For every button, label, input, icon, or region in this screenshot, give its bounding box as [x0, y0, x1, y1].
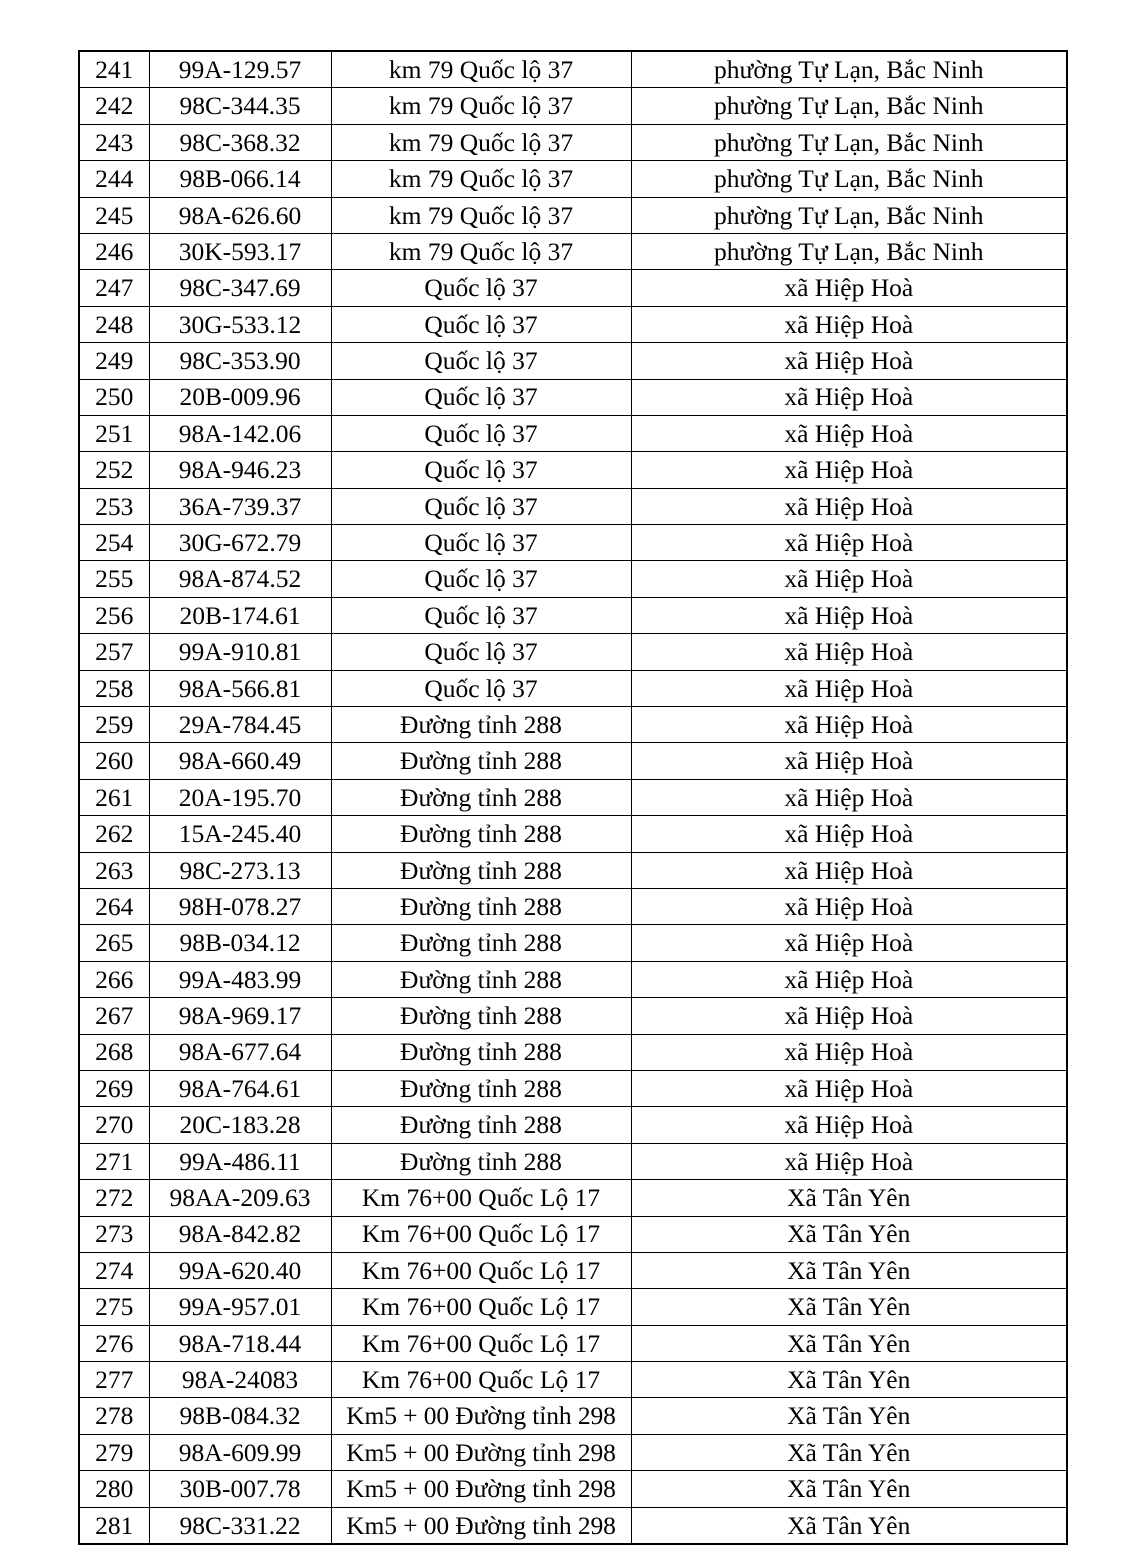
cell-stt: 276: [79, 1325, 149, 1361]
cell-stt: 247: [79, 270, 149, 306]
table-row: [79, 415, 1067, 451]
table-row: [79, 1070, 1067, 1106]
cell-stt: 248: [79, 306, 149, 342]
cell-license-plate: 20C-183.28: [149, 1107, 331, 1143]
cell-stt: 265: [79, 925, 149, 961]
cell-location: Quốc lộ 37: [331, 561, 631, 597]
cell-license-plate: 99A-620.40: [149, 1252, 331, 1288]
cell-locality: xã Hiệp Hoà: [631, 707, 1067, 743]
violation-table-container: [78, 50, 1066, 1545]
cell-license-plate: 98A-969.17: [149, 998, 331, 1034]
cell-locality: xã Hiệp Hoà: [631, 597, 1067, 633]
cell-location: Km 76+00 Quốc Lộ 17: [331, 1325, 631, 1361]
cell-license-plate: 98A-609.99: [149, 1434, 331, 1470]
cell-locality: xã Hiệp Hoà: [631, 925, 1067, 961]
cell-license-plate: 98C-347.69: [149, 270, 331, 306]
table-row: [79, 925, 1067, 961]
cell-locality: xã Hiệp Hoà: [631, 488, 1067, 524]
cell-license-plate: 99A-486.11: [149, 1143, 331, 1179]
cell-location: Đường tỉnh 288: [331, 1034, 631, 1070]
table-row: [79, 1034, 1067, 1070]
cell-locality: Xã Tân Yên: [631, 1252, 1067, 1288]
cell-license-plate: 29A-784.45: [149, 707, 331, 743]
cell-license-plate: 98A-24083: [149, 1362, 331, 1398]
table-row: [79, 961, 1067, 997]
cell-location: Km5 + 00 Đường tỉnh 298: [331, 1434, 631, 1470]
cell-license-plate: 98A-764.61: [149, 1070, 331, 1106]
table-row: [79, 743, 1067, 779]
cell-license-plate: 30G-533.12: [149, 306, 331, 342]
cell-stt: 249: [79, 343, 149, 379]
cell-stt: 279: [79, 1434, 149, 1470]
table-row: [79, 998, 1067, 1034]
cell-license-plate: 98C-344.35: [149, 88, 331, 124]
cell-locality: phường Tự Lạn, Bắc Ninh: [631, 197, 1067, 233]
cell-stt: 254: [79, 525, 149, 561]
cell-locality: Xã Tân Yên: [631, 1325, 1067, 1361]
table-row: [79, 197, 1067, 233]
cell-stt: 275: [79, 1289, 149, 1325]
cell-location: Km5 + 00 Đường tỉnh 298: [331, 1471, 631, 1507]
table-row: [79, 379, 1067, 415]
cell-location: Đường tỉnh 288: [331, 888, 631, 924]
table-row: [79, 1507, 1067, 1544]
cell-stt: 280: [79, 1471, 149, 1507]
cell-locality: xã Hiệp Hoà: [631, 888, 1067, 924]
cell-license-plate: 20A-195.70: [149, 779, 331, 815]
cell-locality: phường Tự Lạn, Bắc Ninh: [631, 88, 1067, 124]
cell-location: km 79 Quốc lộ 37: [331, 197, 631, 233]
table-row: [79, 51, 1067, 88]
cell-locality: xã Hiệp Hoà: [631, 743, 1067, 779]
table-row: [79, 1143, 1067, 1179]
cell-location: Đường tỉnh 288: [331, 998, 631, 1034]
cell-locality: xã Hiệp Hoà: [631, 998, 1067, 1034]
cell-locality: phường Tự Lạn, Bắc Ninh: [631, 124, 1067, 160]
cell-location: Km 76+00 Quốc Lộ 17: [331, 1362, 631, 1398]
cell-locality: Xã Tân Yên: [631, 1507, 1067, 1544]
cell-stt: 259: [79, 707, 149, 743]
cell-license-plate: 98A-142.06: [149, 415, 331, 451]
cell-stt: 244: [79, 161, 149, 197]
cell-location: km 79 Quốc lộ 37: [331, 88, 631, 124]
cell-license-plate: 98B-084.32: [149, 1398, 331, 1434]
cell-stt: 274: [79, 1252, 149, 1288]
table-row: [79, 1180, 1067, 1216]
cell-location: Quốc lộ 37: [331, 488, 631, 524]
cell-license-plate: 98B-034.12: [149, 925, 331, 961]
cell-stt: 241: [79, 51, 149, 88]
table-row: [79, 634, 1067, 670]
cell-stt: 277: [79, 1362, 149, 1398]
cell-locality: phường Tự Lạn, Bắc Ninh: [631, 51, 1067, 88]
cell-locality: xã Hiệp Hoà: [631, 1034, 1067, 1070]
cell-locality: Xã Tân Yên: [631, 1216, 1067, 1252]
cell-license-plate: 98H-078.27: [149, 888, 331, 924]
cell-locality: xã Hiệp Hoà: [631, 816, 1067, 852]
cell-license-plate: 98C-368.32: [149, 124, 331, 160]
table-row: [79, 670, 1067, 706]
cell-locality: xã Hiệp Hoà: [631, 270, 1067, 306]
table-row: [79, 561, 1067, 597]
table-row: [79, 488, 1067, 524]
cell-location: Quốc lộ 37: [331, 379, 631, 415]
cell-license-plate: 15A-245.40: [149, 816, 331, 852]
cell-location: Đường tỉnh 288: [331, 1070, 631, 1106]
cell-locality: phường Tự Lạn, Bắc Ninh: [631, 233, 1067, 269]
cell-location: Quốc lộ 37: [331, 270, 631, 306]
cell-stt: 258: [79, 670, 149, 706]
cell-stt: 266: [79, 961, 149, 997]
cell-location: Đường tỉnh 288: [331, 961, 631, 997]
cell-stt: 270: [79, 1107, 149, 1143]
cell-license-plate: 99A-957.01: [149, 1289, 331, 1325]
cell-license-plate: 36A-739.37: [149, 488, 331, 524]
cell-license-plate: 98A-842.82: [149, 1216, 331, 1252]
cell-stt: 264: [79, 888, 149, 924]
cell-license-plate: 20B-009.96: [149, 379, 331, 415]
cell-stt: 262: [79, 816, 149, 852]
cell-locality: Xã Tân Yên: [631, 1398, 1067, 1434]
table-row: [79, 343, 1067, 379]
table-row: [79, 270, 1067, 306]
cell-location: Đường tỉnh 288: [331, 852, 631, 888]
cell-location: Km5 + 00 Đường tỉnh 298: [331, 1507, 631, 1544]
cell-stt: 253: [79, 488, 149, 524]
cell-locality: xã Hiệp Hoà: [631, 852, 1067, 888]
cell-location: Đường tỉnh 288: [331, 707, 631, 743]
cell-locality: xã Hiệp Hoà: [631, 525, 1067, 561]
cell-license-plate: 98A-874.52: [149, 561, 331, 597]
table-row: [79, 1398, 1067, 1434]
cell-location: Km 76+00 Quốc Lộ 17: [331, 1252, 631, 1288]
cell-location: Đường tỉnh 288: [331, 816, 631, 852]
cell-stt: 261: [79, 779, 149, 815]
cell-location: Đường tỉnh 288: [331, 743, 631, 779]
cell-license-plate: 98A-566.81: [149, 670, 331, 706]
cell-stt: 268: [79, 1034, 149, 1070]
cell-location: Quốc lộ 37: [331, 525, 631, 561]
table-row: [79, 88, 1067, 124]
cell-locality: xã Hiệp Hoà: [631, 1070, 1067, 1106]
table-row: [79, 161, 1067, 197]
cell-locality: Xã Tân Yên: [631, 1471, 1067, 1507]
cell-stt: 273: [79, 1216, 149, 1252]
cell-locality: Xã Tân Yên: [631, 1289, 1067, 1325]
table-row: [79, 1216, 1067, 1252]
table-row: [79, 1434, 1067, 1470]
table-row: [79, 888, 1067, 924]
cell-locality: xã Hiệp Hoà: [631, 343, 1067, 379]
cell-license-plate: 98C-331.22: [149, 1507, 331, 1544]
cell-stt: 257: [79, 634, 149, 670]
cell-location: Quốc lộ 37: [331, 634, 631, 670]
cell-stt: 243: [79, 124, 149, 160]
cell-stt: 281: [79, 1507, 149, 1544]
table-row: [79, 1325, 1067, 1361]
cell-location: km 79 Quốc lộ 37: [331, 124, 631, 160]
cell-locality: xã Hiệp Hoà: [631, 379, 1067, 415]
table-row: [79, 124, 1067, 160]
table-row: [79, 525, 1067, 561]
cell-stt: 260: [79, 743, 149, 779]
table-row: [79, 452, 1067, 488]
cell-license-plate: 30G-672.79: [149, 525, 331, 561]
cell-locality: xã Hiệp Hoà: [631, 561, 1067, 597]
cell-license-plate: 99A-483.99: [149, 961, 331, 997]
table-row: [79, 852, 1067, 888]
cell-location: Đường tỉnh 288: [331, 1107, 631, 1143]
cell-stt: 271: [79, 1143, 149, 1179]
cell-stt: 252: [79, 452, 149, 488]
cell-license-plate: 98AA-209.63: [149, 1180, 331, 1216]
cell-license-plate: 30K-593.17: [149, 233, 331, 269]
cell-locality: xã Hiệp Hoà: [631, 670, 1067, 706]
cell-license-plate: 98C-353.90: [149, 343, 331, 379]
cell-license-plate: 98B-066.14: [149, 161, 331, 197]
cell-stt: 256: [79, 597, 149, 633]
cell-location: km 79 Quốc lộ 37: [331, 161, 631, 197]
cell-license-plate: 98A-660.49: [149, 743, 331, 779]
cell-location: Đường tỉnh 288: [331, 779, 631, 815]
cell-location: Quốc lộ 37: [331, 452, 631, 488]
table-row: [79, 597, 1067, 633]
cell-location: Km5 + 00 Đường tỉnh 298: [331, 1398, 631, 1434]
cell-license-plate: 98A-718.44: [149, 1325, 331, 1361]
cell-locality: xã Hiệp Hoà: [631, 961, 1067, 997]
cell-locality: xã Hiệp Hoà: [631, 452, 1067, 488]
cell-location: Quốc lộ 37: [331, 415, 631, 451]
cell-locality: xã Hiệp Hoà: [631, 306, 1067, 342]
table-row: [79, 306, 1067, 342]
cell-stt: 246: [79, 233, 149, 269]
cell-location: Đường tỉnh 288: [331, 925, 631, 961]
cell-license-plate: 98C-273.13: [149, 852, 331, 888]
cell-stt: 267: [79, 998, 149, 1034]
cell-stt: 245: [79, 197, 149, 233]
cell-stt: 263: [79, 852, 149, 888]
cell-locality: phường Tự Lạn, Bắc Ninh: [631, 161, 1067, 197]
cell-locality: Xã Tân Yên: [631, 1362, 1067, 1398]
table-row: [79, 1471, 1067, 1507]
table-row: [79, 1252, 1067, 1288]
cell-stt: 251: [79, 415, 149, 451]
cell-location: Quốc lộ 37: [331, 306, 631, 342]
cell-location: Quốc lộ 37: [331, 597, 631, 633]
table-row: [79, 779, 1067, 815]
cell-license-plate: 30B-007.78: [149, 1471, 331, 1507]
cell-stt: 269: [79, 1070, 149, 1106]
cell-stt: 278: [79, 1398, 149, 1434]
table-row: [79, 707, 1067, 743]
cell-location: Km 76+00 Quốc Lộ 17: [331, 1180, 631, 1216]
cell-stt: 242: [79, 88, 149, 124]
table-row: [79, 1289, 1067, 1325]
cell-location: Km 76+00 Quốc Lộ 17: [331, 1216, 631, 1252]
cell-stt: 250: [79, 379, 149, 415]
cell-locality: xã Hiệp Hoà: [631, 415, 1067, 451]
cell-locality: xã Hiệp Hoà: [631, 1143, 1067, 1179]
cell-license-plate: 20B-174.61: [149, 597, 331, 633]
cell-license-plate: 99A-910.81: [149, 634, 331, 670]
cell-stt: 255: [79, 561, 149, 597]
license-plate-table: [78, 50, 1068, 1545]
table-row: [79, 1107, 1067, 1143]
table-row: [79, 233, 1067, 269]
cell-locality: Xã Tân Yên: [631, 1434, 1067, 1470]
cell-location: Quốc lộ 37: [331, 670, 631, 706]
cell-license-plate: 99A-129.57: [149, 51, 331, 88]
cell-locality: xã Hiệp Hoà: [631, 779, 1067, 815]
cell-locality: xã Hiệp Hoà: [631, 1107, 1067, 1143]
cell-location: Đường tỉnh 288: [331, 1143, 631, 1179]
cell-license-plate: 98A-946.23: [149, 452, 331, 488]
cell-stt: 272: [79, 1180, 149, 1216]
cell-location: Quốc lộ 37: [331, 343, 631, 379]
cell-location: Km 76+00 Quốc Lộ 17: [331, 1289, 631, 1325]
cell-location: km 79 Quốc lộ 37: [331, 51, 631, 88]
table-body: [79, 51, 1067, 1544]
cell-locality: Xã Tân Yên: [631, 1180, 1067, 1216]
cell-license-plate: 98A-677.64: [149, 1034, 331, 1070]
cell-license-plate: 98A-626.60: [149, 197, 331, 233]
table-row: [79, 1362, 1067, 1398]
cell-location: km 79 Quốc lộ 37: [331, 233, 631, 269]
table-row: [79, 816, 1067, 852]
cell-locality: xã Hiệp Hoà: [631, 634, 1067, 670]
